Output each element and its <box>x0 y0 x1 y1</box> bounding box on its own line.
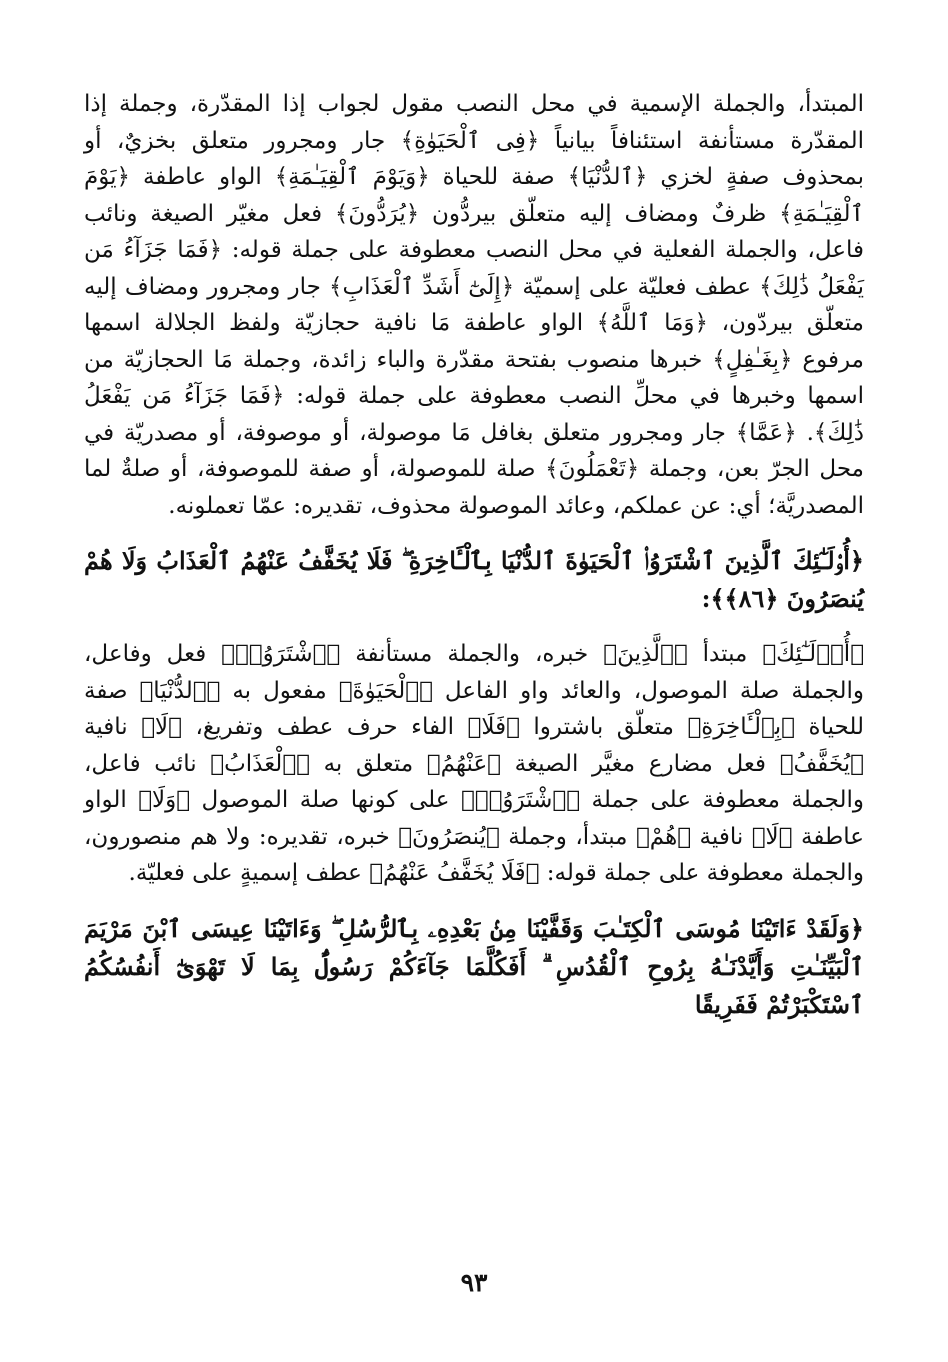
page-body <box>84 86 864 1024</box>
commentary-paragraph-1: المبتدأ، والجملة الإسمية في محل النصب مقول لجواب إذا المقدّرة، وجملة إذا المقدّرة مستأنفة استئنافاً بيانياً ﴿فِى ٱلْحَيَوٰةِ﴾ جار ومجرور متعلق بخزيٌ، أو بمحذوف صفةٍ لخزي ﴿ٱلدُّنْيَا﴾ صفة للحياة ﴿وَيَوْمَ ٱلْقِيَـٰمَةِ﴾ الواو عاطفة ﴿يَوْمَ ٱلْقِيَـٰمَةِ﴾ ظرفٌ ومضاف إليه متعلّق بيردُّون ﴿يُرَدُّونَ﴾ فعل مغيّر الصيغة ونائب فاعل، والجملة الفعلية في محل النصب معطوفة على جملة قوله: ﴿فَمَا جَزَآءُ مَن يَفْعَلُ ذَٰلِكَ﴾ عطف فعليّة على إسميّة ﴿إِلَىٰٓ أَشَدِّ ٱلْعَذَابِ﴾ جار ومجرور ومضاف إليه متعلّق بيردّون، ﴿وَمَا ٱللَّهُ﴾ الواو عاطفة مَا نافية حجازيّة ولفظ الجلالة اسمها مرفوع ﴿بِغَـٰفِلٍ﴾ خبرها منصوب بفتحة مقدّرة والباء زائدة، وجملة مَا الحجازيّة من اسمها وخبرها في محلِّ النصب معطوفة على جملة قوله: ﴿فَمَا جَزَآءُ مَن يَفْعَلُ ذَٰلِكَ﴾. ﴿عَمَّا﴾ جار ومجرور متعلق بغافل مَا موصولة، أو موصوفة، أو مصدريّة في محل الجرّ بعن، وجملة ﴿تَعْمَلُونَ﴾ صلة للموصولة، أو صفة للموصوفة، أو صلةٌ لما المصدريَّة؛ أي: عن عملكم، وعائد الموصولة محذوف، تقديره: عمّا تعملونه. <box>84 91 864 519</box>
page-number: ٩٣ <box>460 1268 488 1297</box>
quran-verse-87: ﴿وَلَقَدْ ءَاتَيْنَا مُوسَى ٱلْكِتَـٰبَ وَقَفَّيْنَا مِنۢ بَعْدِهِۦ بِٱلرُّسُلِ ۖ وَءَاتَيْنَا عِيسَى ٱبْنَ مَرْيَمَ ٱلْبَيِّنَـٰتِ وَأَيَّدْنَـٰهُ بِرُوحِ ٱلْقُدُسِ ۗ أَفَكُلَّمَا جَآءَكُمْ رَسُولٌۢ بِمَا لَا تَهْوَىٰٓ أَنفُسُكُمُ ٱسْتَكْبَرْتُمْ فَفَرِيقًا <box>84 913 864 1019</box>
commentary-paragraph-2: ﴿أُو۟لَـٰٓئِكَ﴾ مبتدأ ﴿ٱلَّذِينَ﴾ خبره، والجملة مستأنفة ﴿ٱشْتَرَوُا۟﴾ فعل وفاعل، والجملة صلة الموصول، والعائد واو الفاعل ﴿ٱلْحَيَوٰةَ﴾ مفعول به ﴿ٱلدُّنْيَا﴾ صفة للحياة ﴿بِٱلْـَٔاخِرَةِ﴾ متعلّق باشتروا ﴿فَلَا﴾ الفاء حرف عطف وتفريغ، ﴿لَا﴾ نافية ﴿يُخَفَّفُ﴾ فعل مضارع مغيَّر الصيغة ﴿عَنْهُمُ﴾ متعلق به ﴿ٱلْعَذَابُ﴾ نائب فاعل، والجملة معطوفة على جملة ﴿ٱشْتَرَوُا۟﴾ على كونها صلة الموصول ﴿وَلَا﴾ الواو عاطفة ﴿لَا﴾ نافية ﴿هُمْ﴾ مبتدأ، وجملة ﴿يُنصَرُونَ﴾ خبره، تقديره: ولا هم منصورون، والجملة معطوفة على جملة قوله: ﴿فَلَا يُخَفَّفُ عَنْهُمُ﴾ عطف إسميةٍ على فعليّة. <box>84 641 864 886</box>
quran-verse-86: ﴿أُو۟لَـٰٓئِكَ ٱلَّذِينَ ٱشْتَرَوُا۟ ٱلْحَيَوٰةَ ٱلدُّنْيَا بِٱلْـَٔاخِرَةِ ۖ فَلَا يُخَفَّفُ عَنْهُمُ ٱلْعَذَابُ وَلَا هُمْ يُنصَرُونَ ﴿٨٦﴾﴾: <box>84 546 864 613</box>
